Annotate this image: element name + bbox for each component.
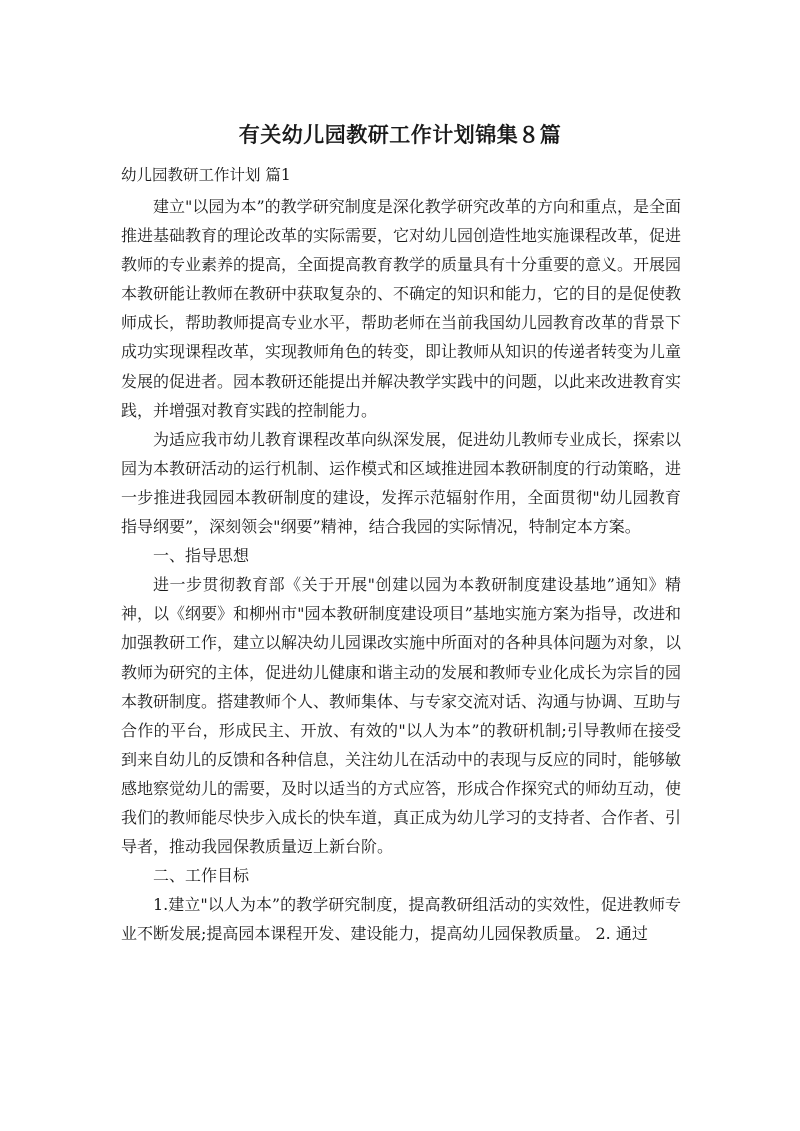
document-body <box>121 192 681 948</box>
section-heading: 一、指导思想 <box>153 546 250 566</box>
document-subtitle: 幼儿园教研工作计划 篇1 <box>121 166 291 184</box>
body-paragraph: 为适应我市幼儿教育课程改革向纵深发展，促进幼儿教师专业成长，探索以园为本教研活动的运行机制、运作模式和区域推进园本教研制度的行动策略，进一步推进我园园本教研制度的建设，发挥示范辐射作用，全面贯彻"幼儿园教育指导纲要”，深刻领会"纲要”精神，结合我园的实际情况，特制定本方案。 <box>121 429 682 537</box>
body-paragraph: 建立"以园为本”的教学研究制度是深化教学研究改革的方向和重点，是全面推进基础教育的理论改革的实际需要，它对幼儿园创造性地实施课程改革，促进教师的专业素养的提高，全面提高教育教学的质量具有十分重要的意义。开展园本教研能让教师在教研中获取复杂的、不确定的知识和能力，它的目的是促使教师成长，帮助教师提高专业水平，帮助老师在当前我国幼儿园教育改革的背景下成功实现课程改革，实现教师角色的转变，即让教师从知识的传递者转变为儿童发展的促进者。园本教研还能提出并解决教学实践中的问题，以此来改进教育实践，并增强对教育实践的控制能力。 <box>121 197 682 420</box>
body-paragraph: 1.建立"以人为本”的教学研究制度，提高教研组活动的实效性，促进教师专业不断发展;提高园本课程开发、建设能力，提高幼儿园保教质量。 2. 通过 <box>121 895 681 944</box>
section-heading: 二、工作目标 <box>153 866 250 886</box>
body-paragraph: 进一步贯彻教育部《关于开展"创建以园为本教研制度建设基地”通知》精神，以《纲要》和柳州市"园本教研制度建设项目”基地实施方案为指导，改进和加强教研工作，建立以解决幼儿园课改实施中所面对的各种具体问题为对象，以教师为研究的主体，促进幼儿健康和谐主动的发展和教师专业化成长为宗旨的园本教研制度。搭建教师个人、教师集体、与专家交流对话、沟通与协调、互助与合作的平台，形成民主、开放、有效的"以人为本”的教研机制;引导教师在接受到来自幼儿的反馈和各种信息，关注幼儿在活动中的表现与反应的同时，能够敏感地察觉幼儿的需要，及时以适当的方式应答，形成合作探究式的师幼互动，使我们的教师能尽快步入成长的快车道，真正成为幼儿学习的支持者、合作者、引导者，推动我园保教质量迈上新台阶。 <box>121 575 682 857</box>
document-title: 有关幼儿园教研工作计划锦集８篇 <box>238 123 562 147</box>
